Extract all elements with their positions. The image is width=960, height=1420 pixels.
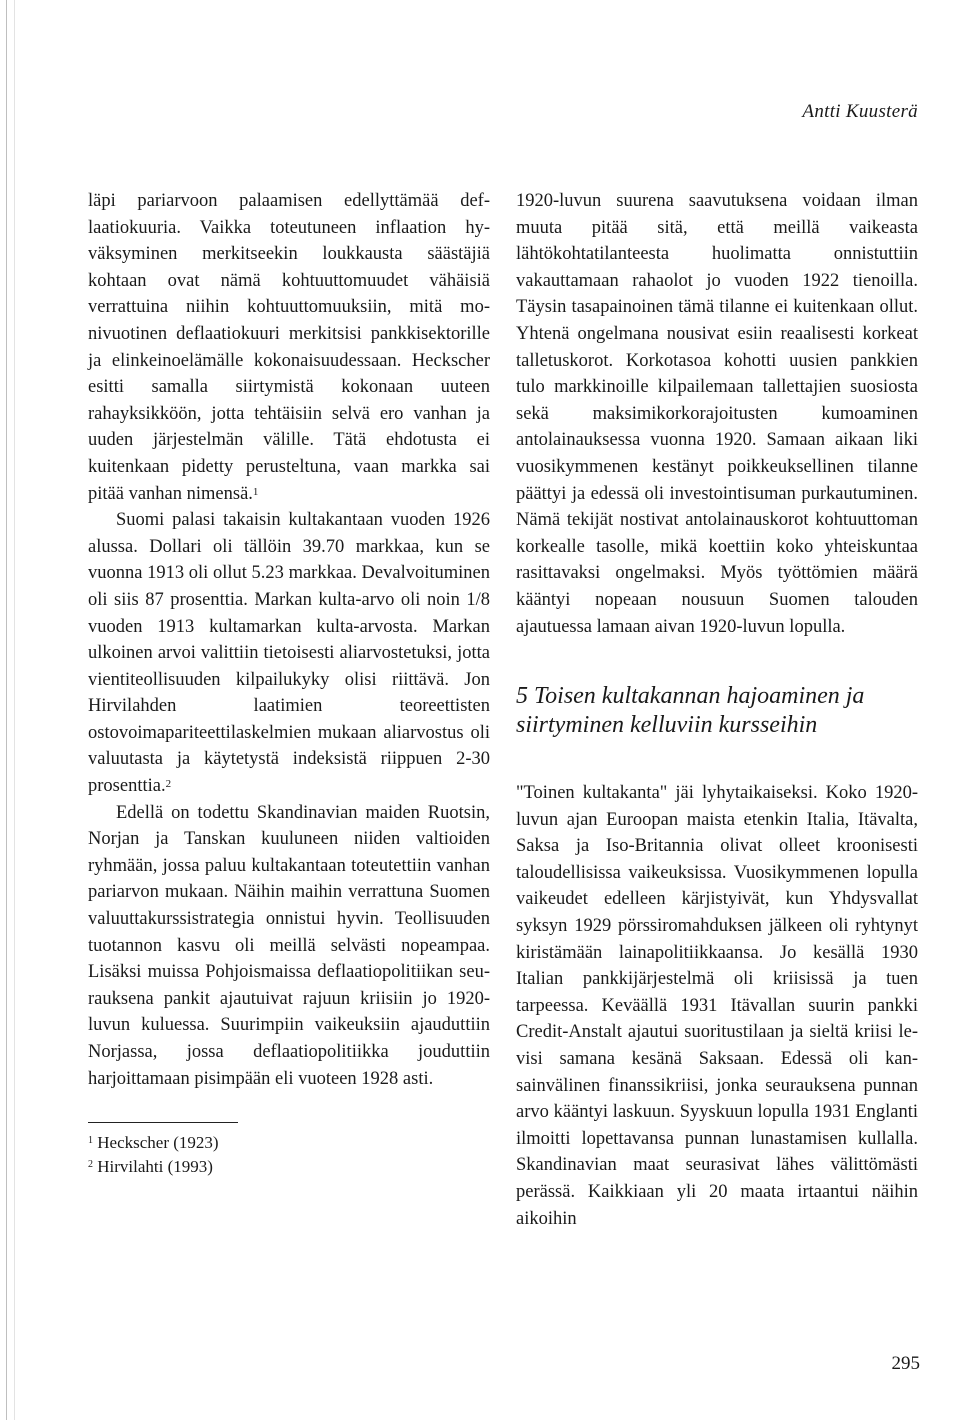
scan-edge-line [6,0,7,1420]
footnote-divider [88,1122,238,1123]
left-paragraph-2 [88,507,490,800]
right-paragraph-2: "Toinen kultakanta" jäi lyhytaikaiseksi. Koko 1920-luvun ajan Euroopan maista etenkin Italia, Itävalta, Saksa ja Iso-Britannia olivat olleet kroonisesti taloudellisissa vaikeuksissa. Vuosikymmenen lopulla vaikeudet edelleen kärjistyivät, kun Yhdysvallat syksyn 1929 pörssiromahduksen jälkeen oli ryhtynyt kiristämään lainapolitiikkaansa. Jo kesällä 1930 Italian pankkijärjestelmä oli kriisissä ja tuen tarpeessa. Keväällä 1931 Itävallan suurin pankki Credit-Anstalt ajautui suoritustilaan ja sieltä kriisi levisi samana kesänä Saksaan. Edessä oli kansainvälinen finanssikriisi, jonka seurauksena punnan arvo kääntyi laskuun. Syyskuun lopulla 1931 Englanti ilmoitti lopettavansa punnan lunastamisen kullalla. Skandinavian maat seurasivat lähes välittömästi perässä. Kaikkiaan yli 20 maata irtaantui näihin aikoihin [516,783,918,1229]
left-column [88,188,490,1179]
page-number: 295 [891,1353,920,1374]
right-column [516,188,918,1232]
left-paragraph-3: Edellä on todettu Skandinavian maiden Ruotsin, Norjan ja Tanskan kuuluneen niiden valtioiden ryhmään, jossa paluu kultakantaan toteutettiin vanhan pariarvon mukaan. Näihin maihin verrattuna Suomen valuuttakurssistrategia onnistui hyvin. Teollisuuden tuotannon kasvu oli meillä selvästi nopeampaa. Lisäksi muissa Pohjoismaissa deflaatiopolitiikan seurauksena pankit ajautuivat rajuun kriisiin jo 1920-luvun kuluessa. Suurimpiin vaikeuksiin ajauduttiin Norjassa, jossa deflaatiopolitiikka jouduttiin harjoittamaan pisimpään eli vuoteen 1928 asti. [88,802,490,1089]
left-paragraph-2-text: Suomi palasi takaisin kultakantaan vuoden 1926 alussa. Dollari oli tällöin 39.70 markkaa, kun se vuonna 1913 oli ollut 5.23 markkaa. Devalvoituminen oli siis 87 prosenttia. Markan kulta-arvo oli noin 1/8 vuoden 1913 kultamarkan kulta-arvosta. Markan ulkoinen arvoi valittiin tietoisesti aliarvostetuksi, jotta vientiteollisuuden kilpailukyky olisi riittävä. Jon Hirvilahden laatimien teoreettisten ostovoimapariteettilaskelmien mukaan aliarvostus oli valuutasta ja käytetystä indeksistä riippuen 2-30 prosenttia. [88,510,490,797]
footnote-1 [88,1131,490,1155]
left-paragraph-1 [88,188,490,507]
footnote-1-mark: 1 [88,1135,93,1147]
left-paragraph-1-text: läpi pariarvoon palaamisen edellyttämää deflaatiokuuria. Vaikka toteutuneen inflaation hyväksyminen merkitseekin loukkausta säästäjiä kohtaan ovat nämä kohtuuttomuudet vähäisiä verrattuina niihin kohtuuttomuuksiin, mitä monivuotinen deflaatiokuuri merkitsisi pankkisektorille ja elinkeinoelämälle kokonaisuudessaan. Heckscher esitti samalla siirtymistä kokonaan uuteen rahayksikköön, jotta tehtäisiin selvä ero vanhan ja uuden järjestelmän välille. Tätä ehdotusta ei kuitenkaan pidetty perusteltuna, vaan markka sai pitää vanhan nimensä. [88,191,490,504]
footnote-2-mark: 2 [88,1159,93,1171]
scan-edge-line-secondary [14,0,15,1420]
footnote-ref-2[interactable]: 2 [165,778,172,791]
section-heading: 5 Toisen kultakannan hajoaminen ja siirtyminen kelluviin kursseihin [516,683,865,739]
footnote-1-text: Heckscher (1923) [97,1133,219,1153]
right-paragraph-1: 1920-luvun suurena saavutuksena voidaan ilman muuta pitää sitä, että meillä vaikeasta lähtökohtatilanteesta huolimatta onnistuttiin vakauttamaan rahaolot jo vuoden 1922 tienoilla. Täysin tasapainoinen tämä tilanne ei kuitenkaan ollut. Yhtenä ongelmana nousivat esiin reaalisesti korkeat talletuskorot. Korkotasoa kohotti uusien pankkien tulo markkinoille kilpailemaan tallettajien suosiosta sekä maksimikorkorajoitusten kumoaminen antolainauksessa vuonna 1920. Samaan aikaan liki vuosikymmenen kestänyt poikkeuksellinen tilanne päättyi ja edessä oli investointisuman purkautuminen. Nämä tekijät nostivat antolainauskorot kohtuuttoman korkealle tasolle, mikä koettiin koko yhteiskuntaa rasittavaksi ongelmaksi. Myös työttömien määrä kääntyi nopeaan nousuun Suomen talouden ajautuessa lamaan aivan 1920-luvun lopulla. [516,191,918,637]
footnote-ref-1[interactable]: 1 [252,485,259,498]
footnote-2 [88,1155,490,1179]
footnote-2-text: Hirvilahti (1993) [97,1157,213,1177]
running-head: Antti Kuusterä [802,101,918,122]
